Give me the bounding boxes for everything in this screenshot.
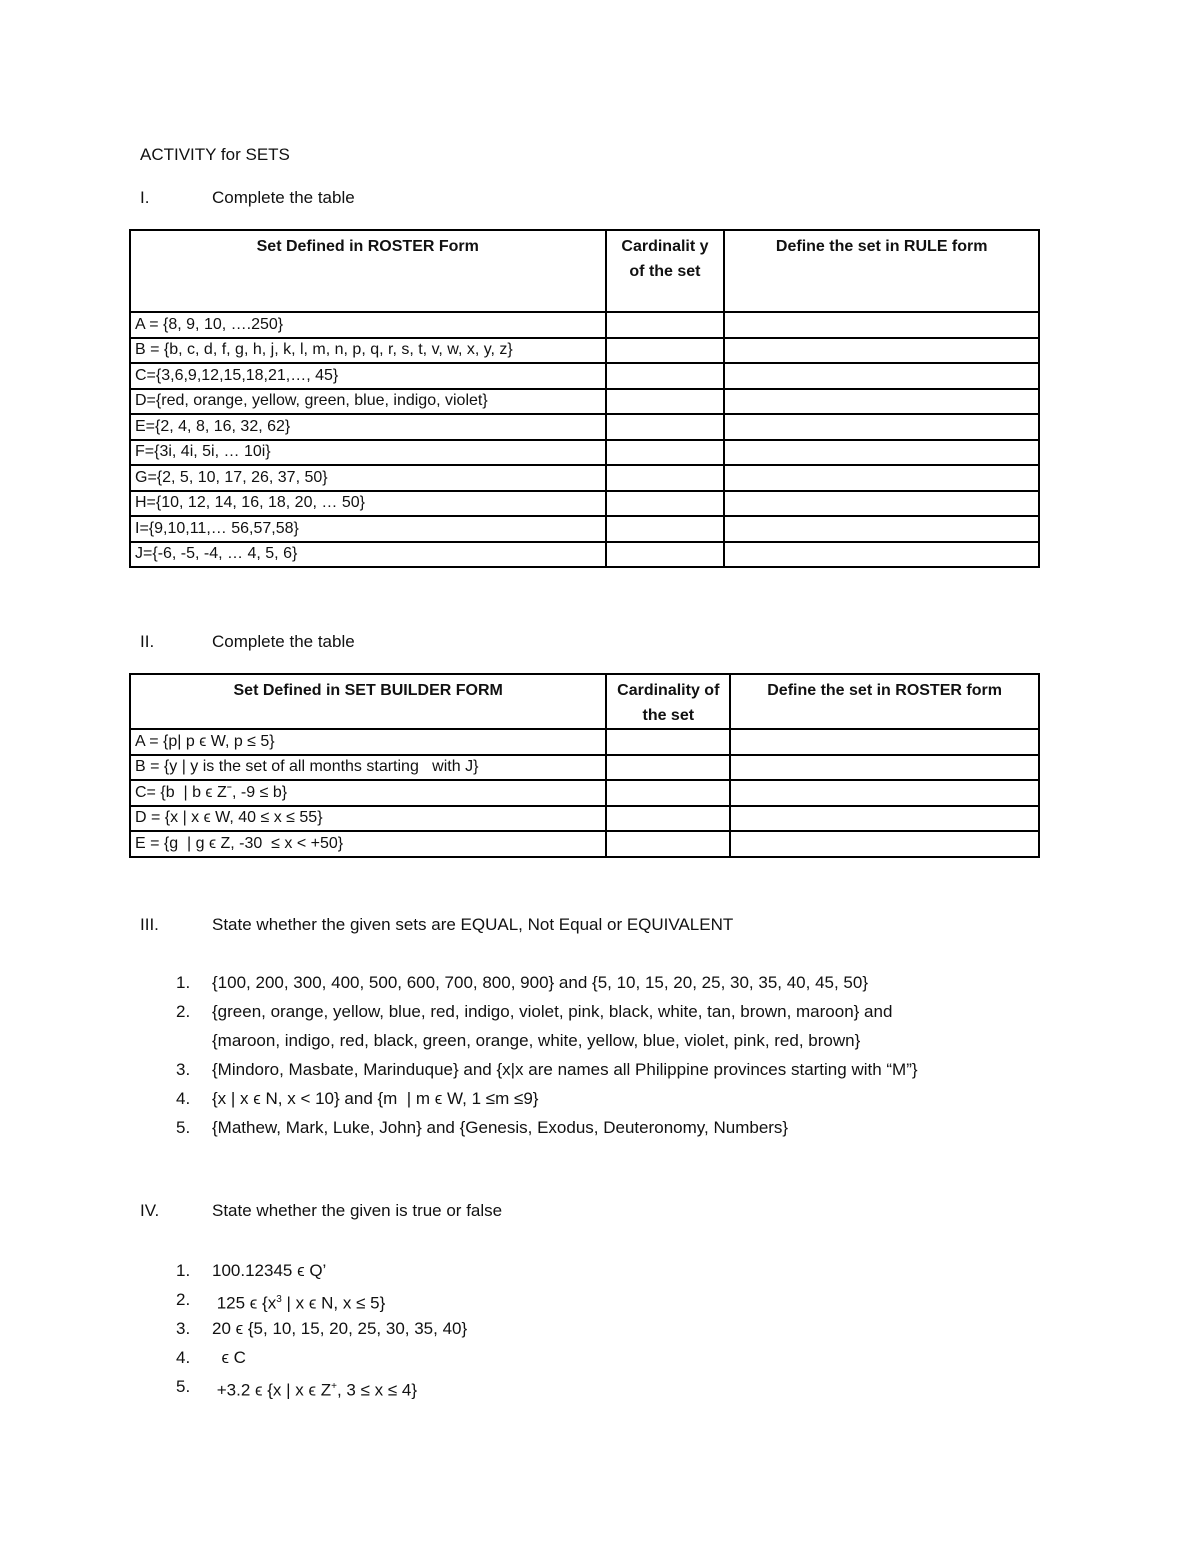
set-cell: D = {x | x ϵ W, 40 ≤ x ≤ 55} [130,806,606,832]
section-instruction: Complete the table [212,632,355,651]
set-cell: I={9,10,11,… 56,57,58} [130,516,606,542]
answer-cell[interactable] [606,542,725,568]
page-title: ACTIVITY for SETS [140,145,290,164]
set-cell: B = {y | y is the set of all months starting with J} [130,755,606,781]
answer-cell[interactable] [724,338,1039,364]
set-cell: C={3,6,9,12,15,18,21,…, 45} [130,363,606,389]
list-item [140,1378,840,1407]
column-header: Cardinality of the set [606,674,730,729]
section-3-heading [140,915,733,935]
answer-cell[interactable] [730,831,1039,857]
item-text: {green, orange, yellow, blue, red, indigo, violet, pink, black, white, tan, brown, maroon} and [212,1002,893,1021]
item-text: {100, 200, 300, 400, 500, 600, 700, 800, 900} and {5, 10, 15, 20, 25, 30, 35, 40, 45, 50} [212,973,869,992]
item-number: 3. [176,1060,191,1079]
item-text: 100.12345 ϵ Q’ [212,1261,327,1280]
section-number: II. [140,632,155,651]
item-number: 1. [176,1261,191,1280]
answer-cell[interactable] [724,465,1039,491]
answer-cell[interactable] [606,312,725,338]
table-row [130,516,1039,542]
table-row [130,542,1039,568]
table-row [130,831,1039,857]
table-row [130,780,1039,806]
column-header: Define the set in RULE form [724,230,1039,312]
set-cell: A = {p| p ϵ W, p ≤ 5} [130,729,606,755]
item-text-block [212,997,1070,1055]
answer-cell[interactable] [606,389,725,415]
answer-cell[interactable] [606,491,725,517]
answer-cell[interactable] [724,542,1039,568]
answer-cell[interactable] [606,780,730,806]
set-cell: A = {8, 9, 10, ….250} [130,312,606,338]
answer-cell[interactable] [730,806,1039,832]
section-number: IV. [140,1201,160,1220]
table-row [130,338,1039,364]
column-header: Set Defined in ROSTER Form [130,230,606,312]
answer-cell[interactable] [606,465,725,491]
superscript: 3 [276,1294,282,1305]
table-row [130,363,1039,389]
column-header: Set Defined in SET BUILDER FORM [130,674,606,729]
answer-cell[interactable] [730,729,1039,755]
roster-table [129,229,1040,568]
equality-questions [140,974,1070,1148]
answer-cell[interactable] [724,312,1039,338]
set-cell: D={red, orange, yellow, green, blue, indigo, violet} [130,389,606,415]
item-number: 5. [176,1377,191,1396]
item-text: {x | x ϵ N, x < 10} and {m | m ϵ W, 1 ≤m ≤9} [212,1089,539,1108]
section-instruction: Complete the table [212,188,355,207]
answer-cell[interactable] [724,440,1039,466]
answer-cell[interactable] [606,516,725,542]
set-cell: E={2, 4, 8, 16, 32, 62} [130,414,606,440]
answer-cell[interactable] [606,831,730,857]
section-number: I. [140,188,150,207]
item-number: 3. [176,1319,191,1338]
item-text-block [212,1372,840,1405]
item-text: 20 ϵ {5, 10, 15, 20, 25, 30, 35, 40} [212,1319,468,1338]
answer-cell[interactable] [724,414,1039,440]
answer-cell[interactable] [606,440,725,466]
section-number: III. [140,915,159,934]
answer-cell[interactable] [606,414,725,440]
table-row [130,491,1039,517]
item-text-tail: | x ϵ N, x ≤ 5} [281,1293,386,1313]
answer-cell[interactable] [724,491,1039,517]
item-text: 125 ϵ {x [212,1293,277,1313]
answer-cell[interactable] [730,780,1039,806]
table-row [130,312,1039,338]
set-builder-table [129,673,1040,858]
answer-cell[interactable] [730,755,1039,781]
table-row [130,729,1039,755]
item-text-block [212,1343,840,1372]
section-1-heading [140,188,355,208]
section-instruction: State whether the given sets are EQUAL, Not Equal or EQUIVALENT [212,915,734,934]
answer-cell[interactable] [724,389,1039,415]
item-text: {Mindoro, Masbate, Marinduque} and {x|x are names all Philippine provinces starting with “M”} [212,1060,918,1079]
item-text-continued: {maroon, indigo, red, black, green, orange, white, yellow, blue, violet, pink, red, brown} [212,1031,861,1050]
answer-cell[interactable] [724,363,1039,389]
table-row [130,389,1039,415]
section-2-heading [140,632,355,652]
table-row [130,414,1039,440]
item-text-tail: , 3 ≤ x ≤ 4} [336,1380,418,1400]
set-cell: J={-6, -5, -4, … 4, 5, 6} [130,542,606,568]
set-cell: E = {g | g ϵ Z, -30 ≤ x < +50} [130,831,606,857]
answer-cell[interactable] [606,729,730,755]
item-text-block [212,1285,840,1318]
item-number: 1. [176,973,191,992]
item-number: 5. [176,1118,191,1137]
section-4-heading [140,1201,502,1221]
item-number: 2. [176,1002,191,1021]
item-text: +3.2 ϵ {x | x ϵ Z [212,1380,332,1400]
item-number: 2. [176,1290,191,1309]
answer-cell[interactable] [606,363,725,389]
column-header: Define the set in ROSTER form [730,674,1039,729]
section-instruction: State whether the given is true or false [212,1201,503,1220]
table-row [130,755,1039,781]
item-text-block [212,1314,840,1343]
set-cell: G={2, 5, 10, 17, 26, 37, 50} [130,465,606,491]
answer-cell[interactable] [724,516,1039,542]
true-false-questions [140,1262,840,1407]
column-header: Cardinalit y of the set [606,230,725,312]
list-item [140,1119,1070,1148]
answer-cell[interactable] [606,338,725,364]
superscript: + [331,1381,337,1392]
item-text-block [212,1256,840,1285]
item-text: {Mathew, Mark, Luke, John} and {Genesis, Exodus, Deuteronomy, Numbers} [212,1118,789,1137]
table-row [130,806,1039,832]
set-cell: B = {b, c, d, f, g, h, j, k, l, m, n, p, q, r, s, t, v, w, x, y, z} [130,338,606,364]
list-item [140,1003,1070,1061]
set-cell: H={10, 12, 14, 16, 18, 20, … 50} [130,491,606,517]
answer-cell[interactable] [606,755,730,781]
answer-cell[interactable] [606,806,730,832]
item-text: ϵ C [212,1348,246,1367]
item-number: 4. [176,1089,191,1108]
set-cell: C= {b | b ϵ Zˉ, -9 ≤ b} [130,780,606,806]
table-row [130,440,1039,466]
table-row [130,465,1039,491]
set-cell: F={3i, 4i, 5i, … 10i} [130,440,606,466]
table-header-row [130,674,1039,729]
table-header-row [130,230,1039,312]
item-number: 4. [176,1348,191,1367]
